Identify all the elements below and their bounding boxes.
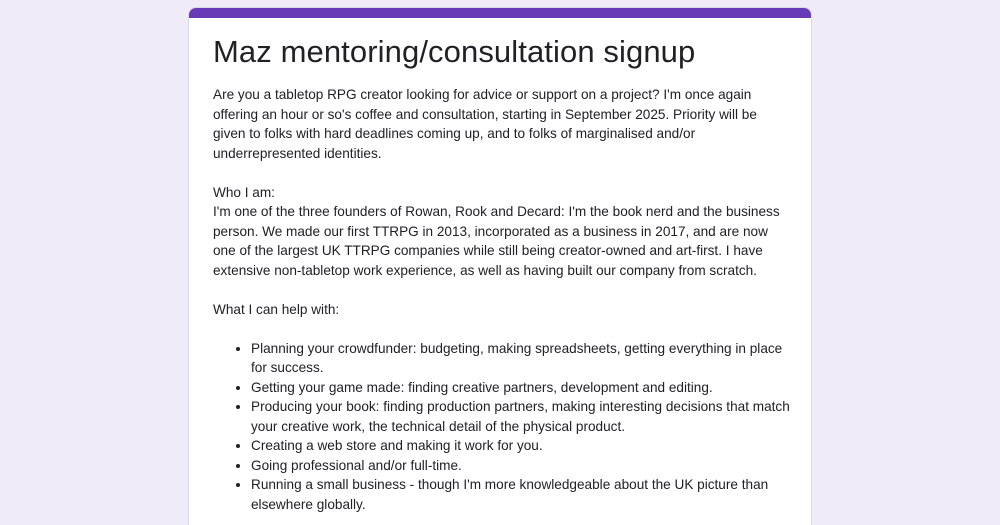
help-list-item: • Planning your crowdfunder: budgeting, making spreadsheets, getting everything in place for success.: [251, 339, 793, 378]
help-heading: What I can help with:: [213, 301, 340, 317]
form-header-content: [213, 32, 793, 514]
paragraph-spacer: [213, 163, 793, 183]
help-list-item: • Going professional and/or full-time.: [251, 456, 793, 476]
help-list-item: • Producing your book: finding production partners, making interesting decisions that match your creative work, the technical detail of the physical product.: [251, 397, 793, 436]
theme-accent-bar: [189, 8, 811, 18]
paragraph-spacer: [213, 280, 793, 300]
help-list-item: • Getting your game made: finding creative partners, development and editing.: [251, 378, 793, 398]
help-list-item: • Creating a web store and making it work for you.: [251, 436, 793, 456]
form-title: Maz mentoring/consultation signup: [213, 34, 696, 69]
form-description: [213, 85, 793, 514]
who-paragraph: I'm one of the three founders of Rowan, Rook and Decard: I'm the book nerd and the business person. We made our first TTRPG in 2013, incorporated as a business in 2017, and are now one of the largest UK TTRPG companies while still being creator-owned and art-first. I have extensive non-tabletop work experience, as well as having built our company from scratch.: [213, 204, 780, 278]
who-heading: Who I am:: [213, 184, 275, 200]
form-header-card: [188, 7, 812, 525]
help-list: [213, 339, 793, 515]
paragraph-spacer: [213, 319, 793, 339]
help-list-item: • Running a small business - though I'm more knowledgeable about the UK picture than elsewhere globally.: [251, 475, 793, 514]
intro-paragraph: Are you a tabletop RPG creator looking for advice or support on a project? I'm once again offering an hour or so's coffee and consultation, starting in September 2025. Priority will be given to folks with hard deadlines coming up, and to folks of marginalised and/or underrepresented identities.: [213, 87, 757, 161]
